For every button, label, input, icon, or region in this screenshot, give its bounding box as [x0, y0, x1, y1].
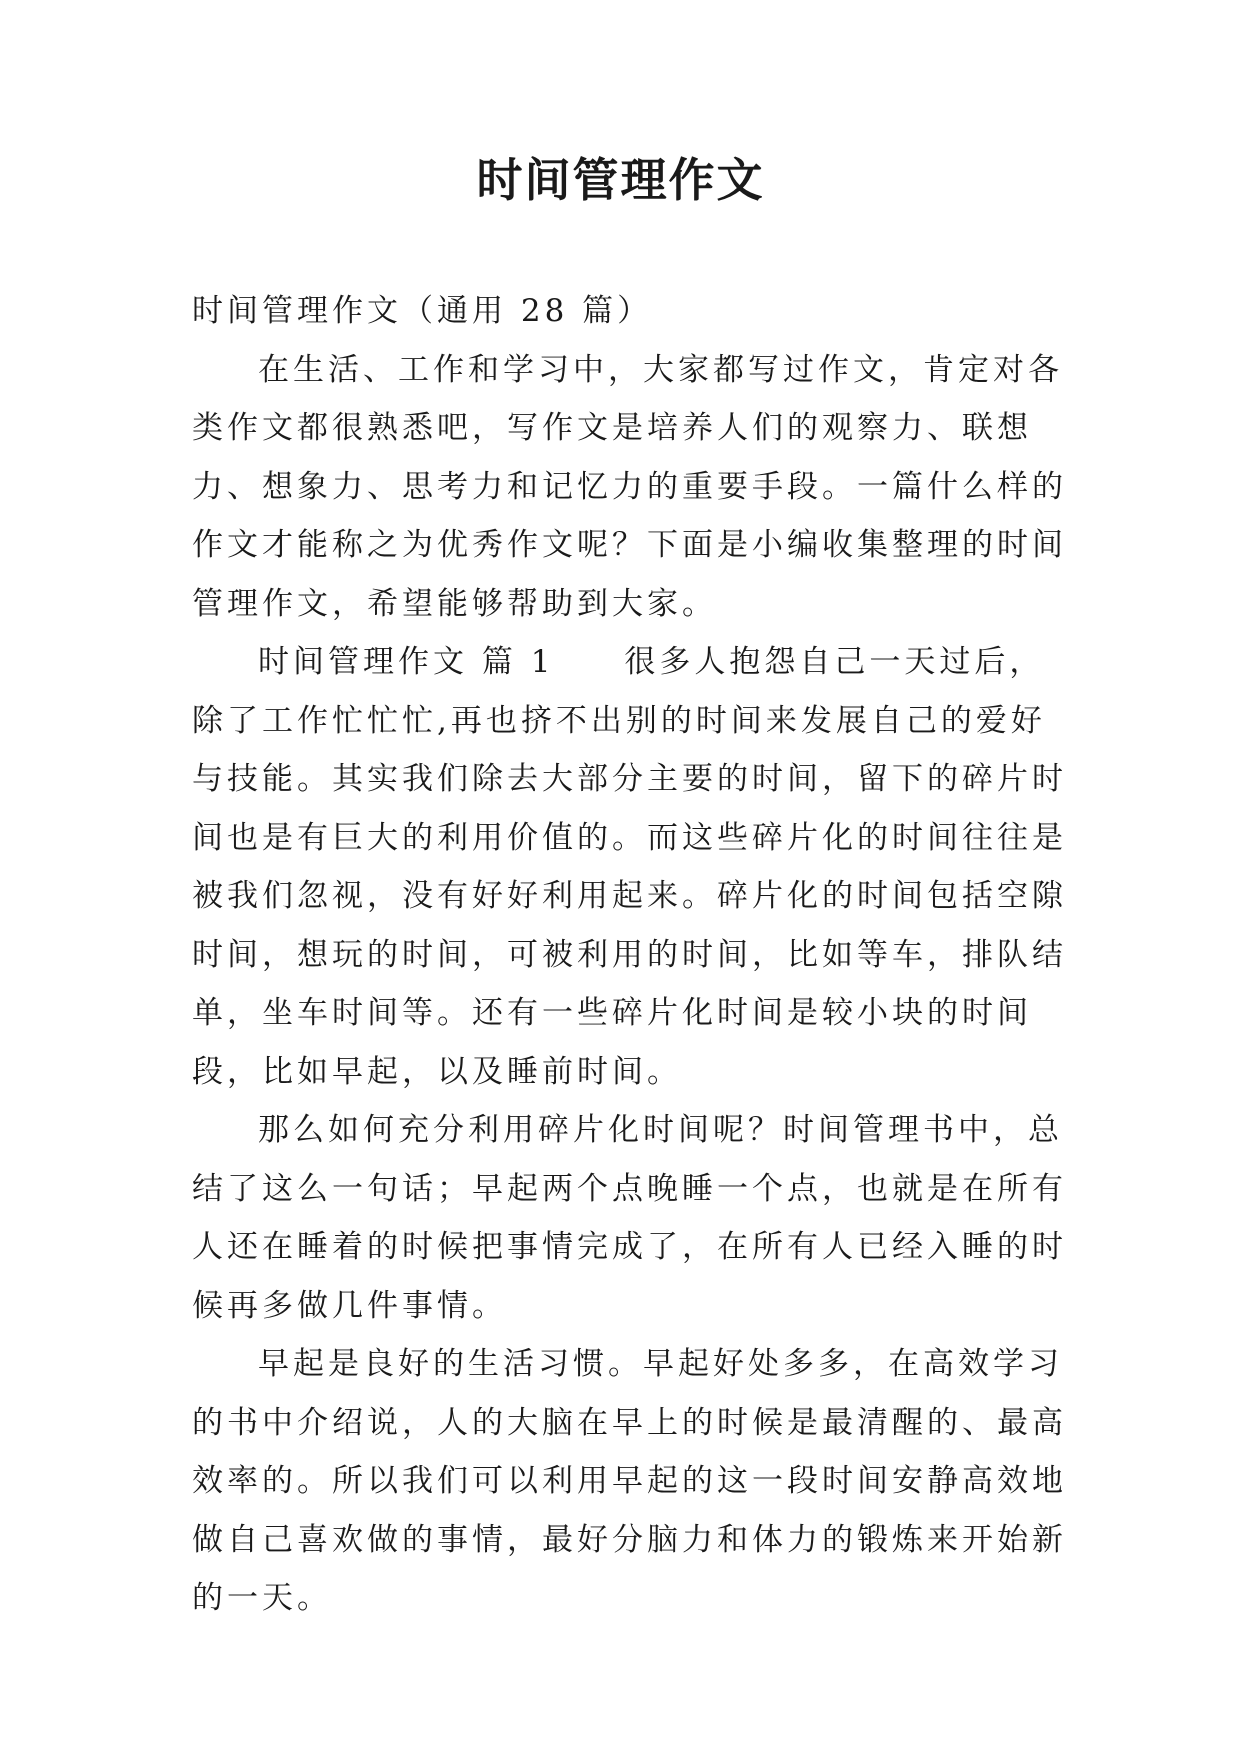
essay-1-paragraph-1: 时间管理作文 篇 1 很多人抱怨自己一天过后，除了工作忙忙忙,再也挤不出别的时间来发展自己的爱好与技能。其实我们除去大部分主要的时间，留下的碎片时间也是有巨大的利用价值的。而这些碎片化的时间往往是被我们忽视，没有好好利用起来。碎片化的时间包括空隙时间，想玩的时间，可被利用的时间，比如等车，排队结单，坐车时间等。还有一些碎片化时间是较小块的时间段，比如早起，以及睡前时间。 — [192, 644, 1067, 1090]
intro-paragraph: 在生活、工作和学习中，大家都写过作文，肯定对各类作文都很熟悉吧，写作文是培养人们的观察力、联想力、想象力、思考力和记忆力的重要手段。一篇什么样的作文才能称之为优秀作文呢？下面是小编收集整理的时间管理作文，希望能够帮助到大家。 — [192, 351, 1067, 622]
essay-1-paragraph-3: 早起是良好的生活习惯。早起好处多多，在高效学习的书中介绍说，人的大脑在早上的时候是最清醒的、最高效率的。所以我们可以利用早起的这一段时间安静高效地做自己喜欢做的事情，最好分脑力和体力的锻炼来开始新的一天。 — [192, 1346, 1067, 1616]
document-subtitle: 时间管理作文（通用 28 篇） — [192, 293, 653, 329]
document-body — [192, 282, 1072, 1628]
document-title: 时间管理作文 — [476, 153, 765, 207]
essay-1-paragraph-2: 那么如何充分利用碎片化时间呢？时间管理书中，总结了这么一句话；早起两个点晚睡一个点，也就是在所有人还在睡着的时候把事情完成了，在所有人已经入睡的时候再多做几件事情。 — [192, 1112, 1067, 1324]
